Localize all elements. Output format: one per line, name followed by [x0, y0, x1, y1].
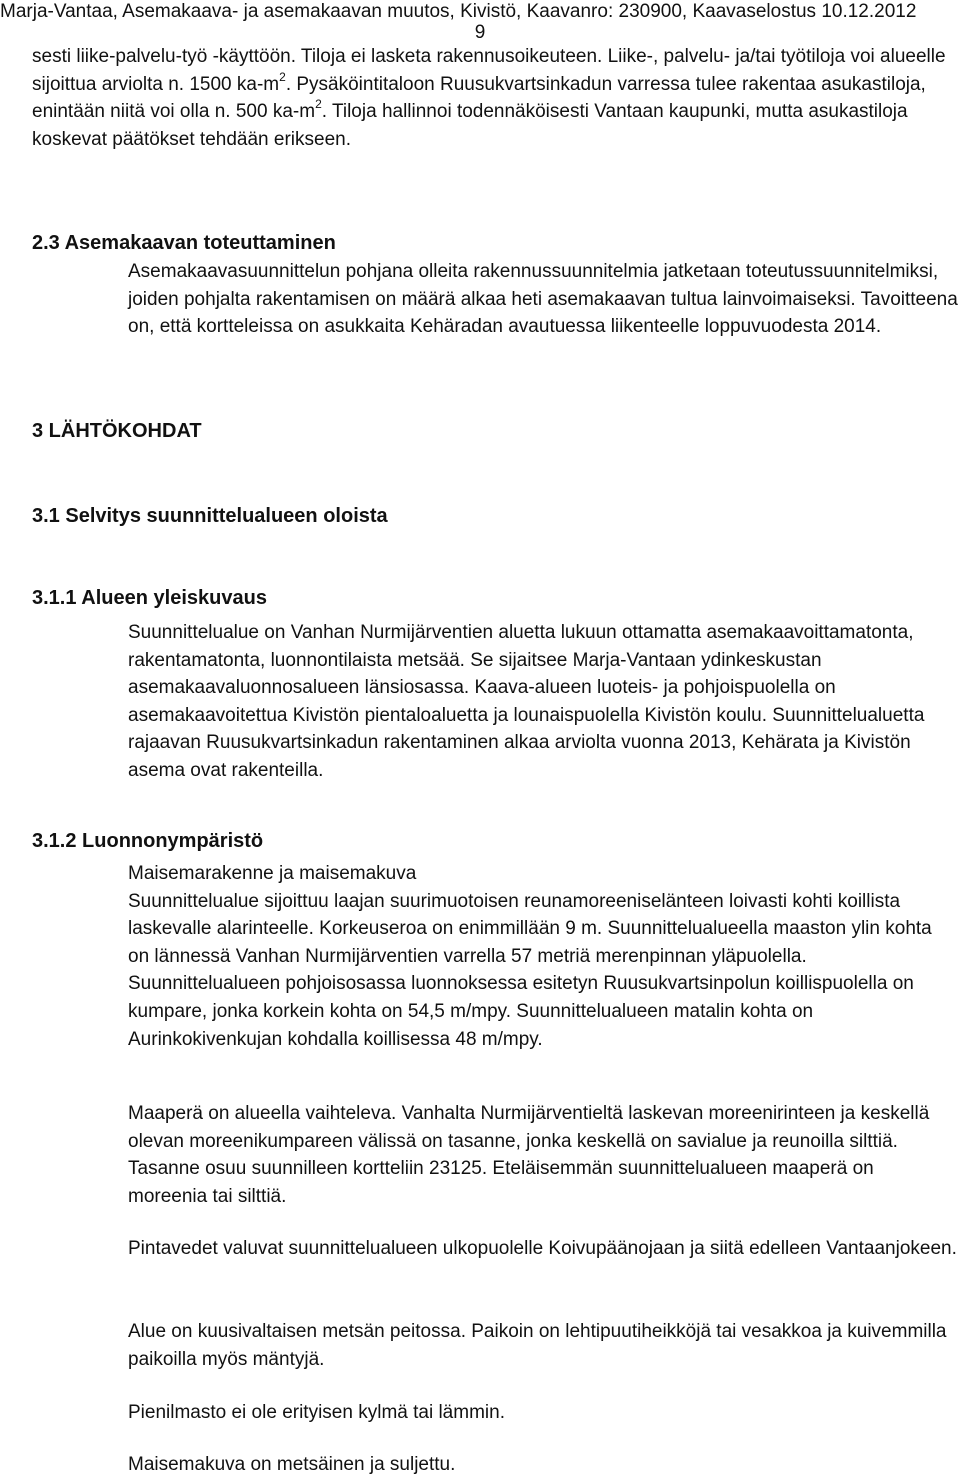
- page-header-title: Marja-Vantaa, Asemakaava- ja asemakaavan muutos, Kivistö, Kaavanro: 230900, Kaavaselostus 10.12.2012: [0, 1, 917, 22]
- heading-2-3: 2.3 Asemakaavan toteuttaminen: [32, 232, 336, 254]
- intro-text-3: . Tiloja hallinnoi todennäköisesti Vantaan kaupunki, mutta asukastiloja koskevat päätökset tehdään erikseen.: [32, 101, 908, 150]
- heading-3-1-2: 3.1.2 Luonnonympäristö: [32, 830, 264, 852]
- paragraph-soil: Maaperä on alueella vaihteleva. Vanhalta Nurmijärventieltä laskevan moreenirinteen ja keskellä olevan moreenikumpareen välissä on tasanne, jonka keskellä on savialue ja reunoilla silttiä. Tasanne osuu suunnilleen kortteliin 23125. Eteläisemmän suunnittelualueen maaperä on moreenia tai silttiä.: [128, 1103, 930, 1207]
- superscript-2: 2: [315, 97, 322, 112]
- intro-text-2: . Pysäköintitaloon Ruusukvartsinkadun varressa tulee rakentaa asukastiloja, enintään niitä voi olla n. 500 ka-m: [32, 73, 926, 123]
- paragraph-forest: Alue on kuusivaltaisen metsän peitossa. Paikoin on lehtipuutiheikköjä tai vesakkoa ja kuivemmilla paikoilla myös mäntyjä.: [128, 1321, 947, 1370]
- paragraph-3-1-1: Suunnittelualue on Vanhan Nurmijärventien aluetta lukuun ottamatta asemakaavoittamatonta, rakentamatonta, luonnontilaista metsää. Se sijaitsee Marja-Vantaan ydinkeskustan asemakaavaluonnosalueen länsiosassa. Kaava-alueen luoteis- ja pohjoispuolella on asemakaavoitettua Kivistön pientaloaluetta ja lounaispuolella Kivistön koulu. Suunnittelualuetta rajaavan Ruusukvartsinkadun rakentaminen alkaa arviolta vuonna 2013, Kehärata ja Kivistön asema ovat rakenteilla.: [128, 622, 925, 781]
- heading-3: 3 LÄHTÖKOHDAT: [32, 420, 202, 442]
- paragraph-3-1-2-landscape: [128, 860, 958, 1053]
- subheading-landscape: Maisemarakenne ja maisemakuva: [128, 863, 417, 884]
- intro-text-1: sesti liike-palvelu-työ -käyttöön. Tiloja ei lasketa rakennusoikeuteen. Liike-, palvelu- ja/tai työtiloja voi alueelle sijoittua arviolta n. 1500 ka-m: [32, 46, 946, 95]
- paragraph-landscape-view: Maisemakuva on metsäinen ja suljettu.: [128, 1454, 456, 1475]
- paragraph-2-3: Asemakaavasuunnittelun pohjana olleita rakennussuunnitelmia jatketaan toteutussuunnitelmiksi, joiden pohjalta rakentamisen on määrä alkaa heti asemakaavan tultua lainvoimaiseksi. Tavoitteena on, että kortteleissa on asukkaita Kehäradan avautuessa liikenteelle loppuvuodesta 2014.: [128, 261, 958, 338]
- paragraph-microclimate: Pienilmasto ei ole erityisen kylmä tai lämmin.: [128, 1402, 505, 1423]
- superscript-2: 2: [279, 69, 286, 84]
- landscape-text: Suunnittelualue sijoittuu laajan suurimuotoisen reunamoreeniselänteen loivasti kohti koillista laskevalle alarinteelle. Korkeuseroa on enimmillään 9 m. Suunnittelualueella maaston ylin kohta on lännessä Vanhan Nurmijärventien varrella 57 metriä merenpinnan yläpuolella. Suunnittelualueen pohjoisosassa luonnoksessa esitetyn Ruusukvartsinpolun koillispuolella on kumpare, jonka korkein kohta on 54,5 m/mpy. Suunnittelualueen matalin kohta on Aurinkokivenkujan kohdalla koillisessa 48 m/mpy.: [128, 890, 932, 1050]
- heading-3-1-1: 3.1.1 Alueen yleiskuvaus: [32, 587, 267, 609]
- page-number: 9: [474, 22, 486, 43]
- heading-3-1: 3.1 Selvitys suunnittelualueen oloista: [32, 505, 388, 527]
- paragraph-surface-water: Pintavedet valuvat suunnittelualueen ulkopuolelle Koivupäänojaan ja siitä edelleen Vantaanjokeen.: [128, 1238, 957, 1259]
- intro-paragraph: [32, 43, 957, 153]
